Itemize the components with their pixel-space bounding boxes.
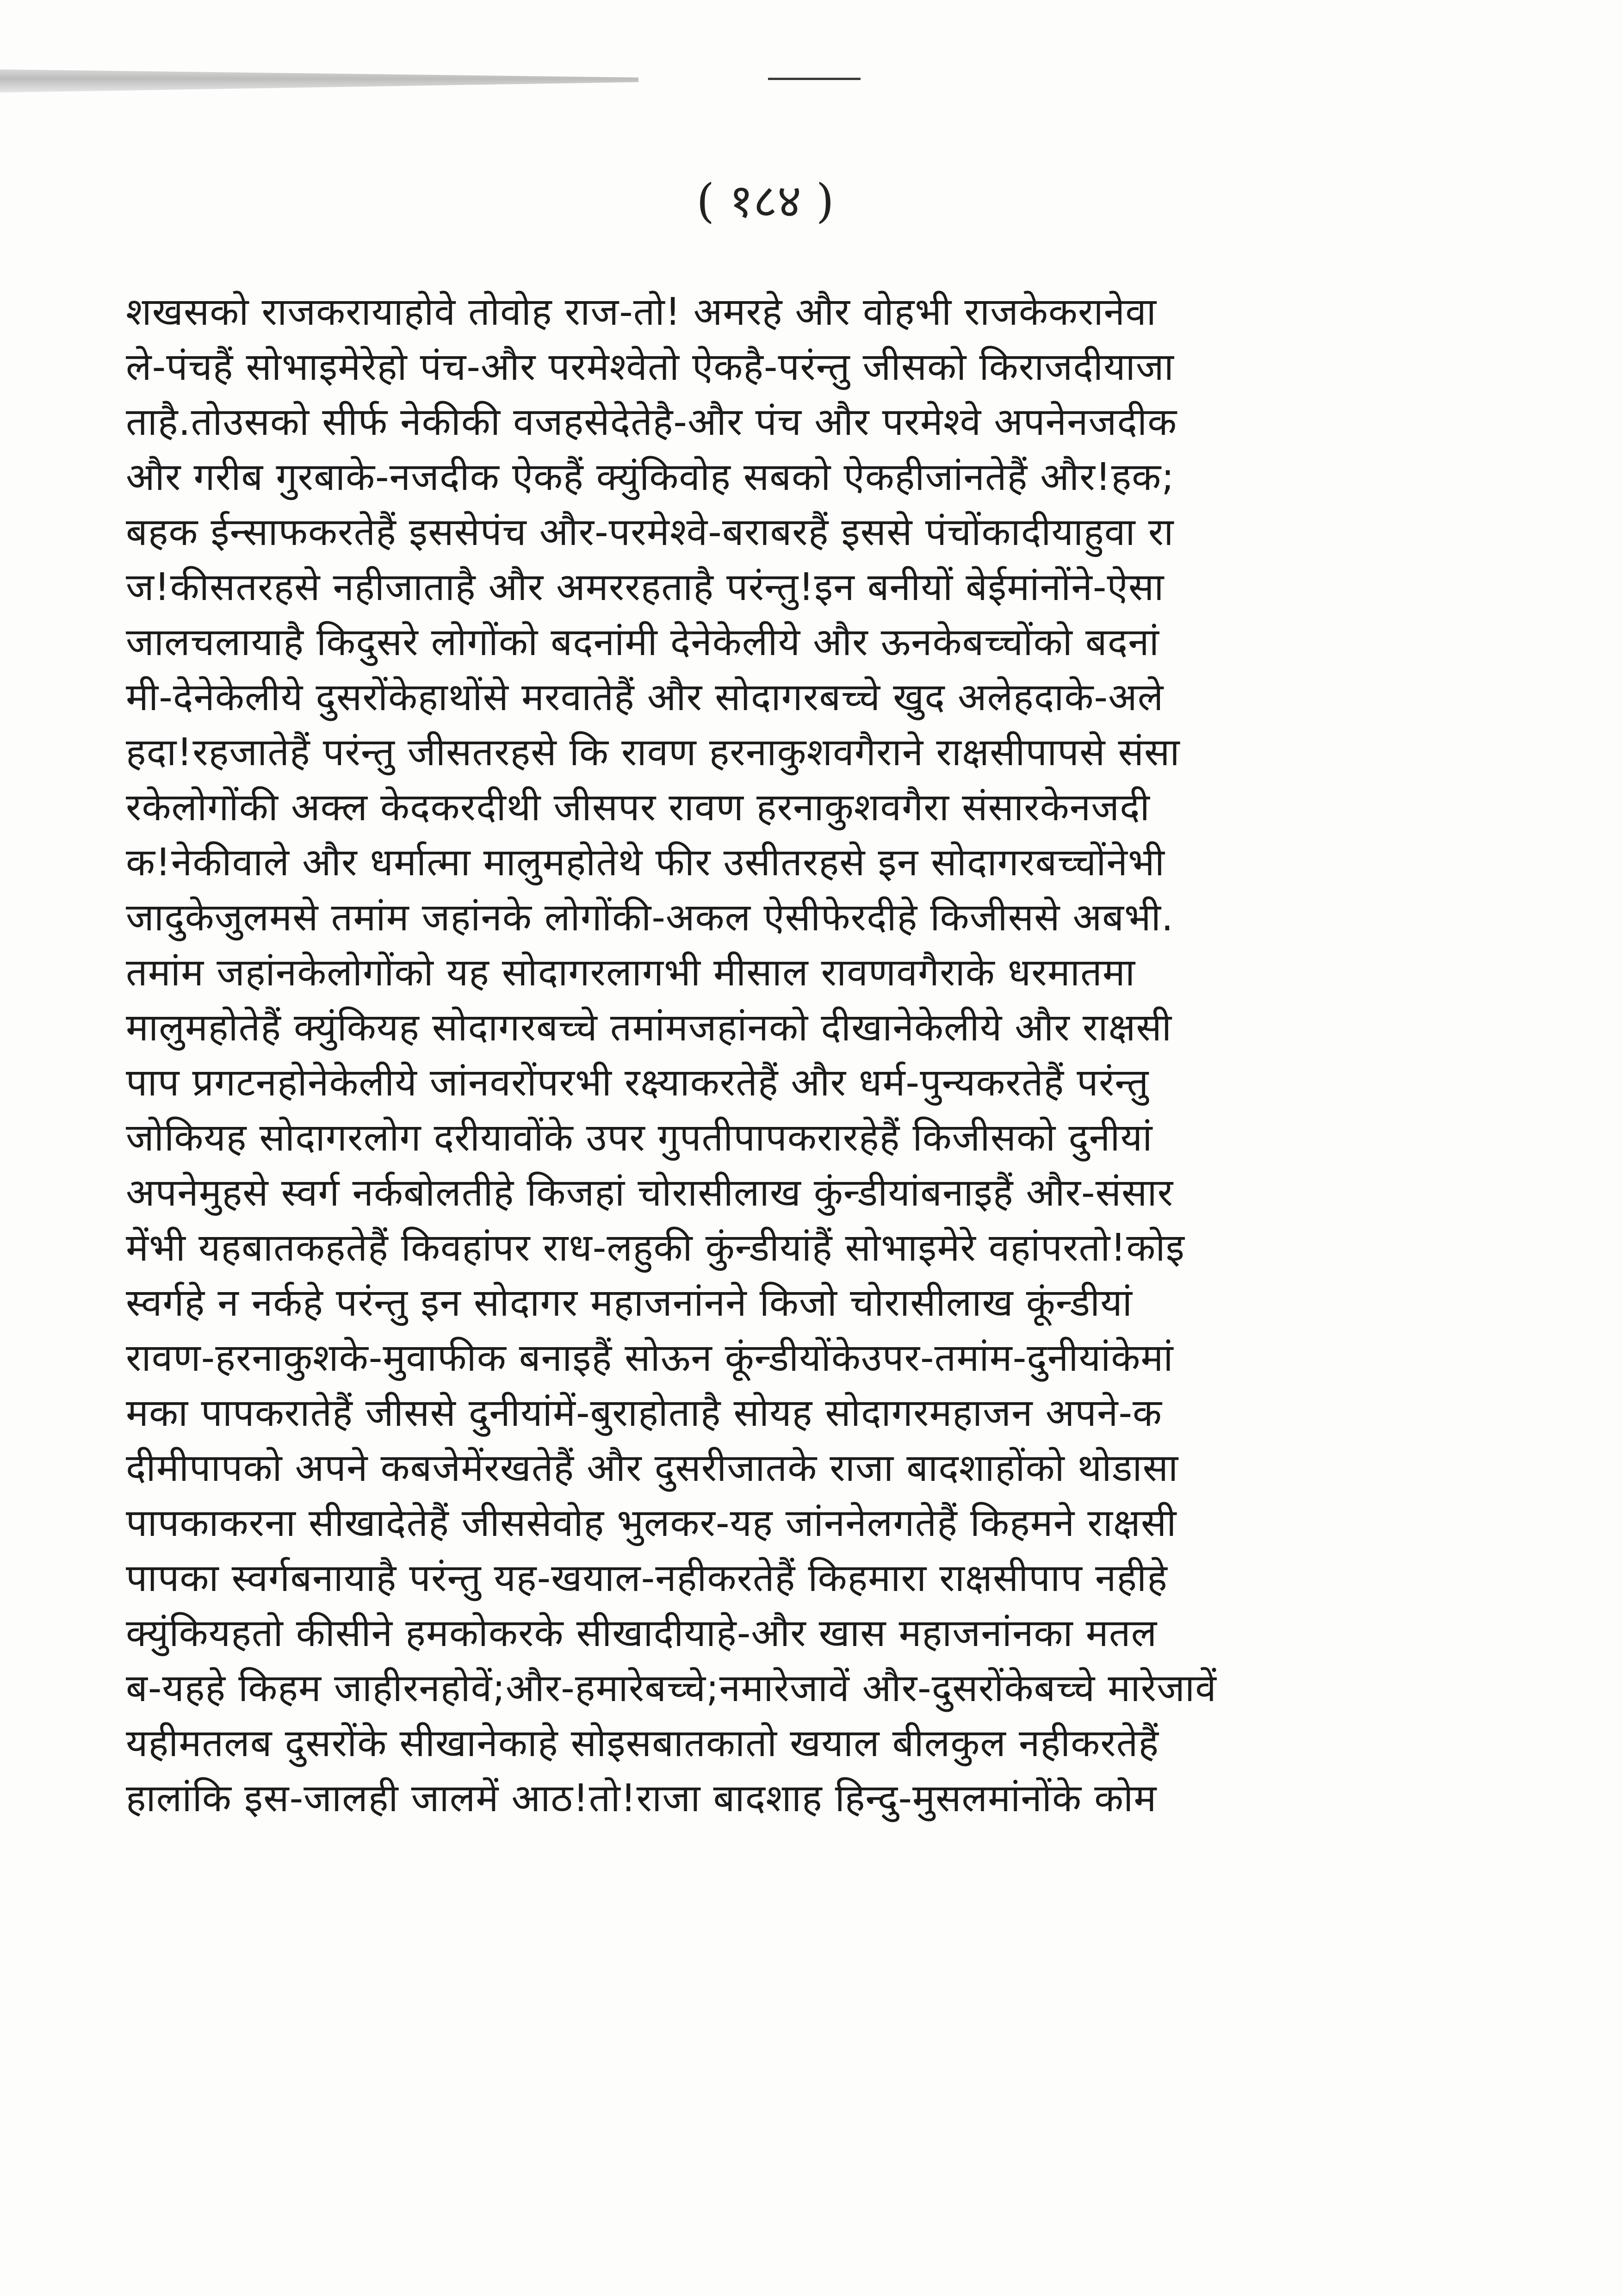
text-line: ब-यहहे किहम जाहीरनहोवें;और-हमारेबच्चे;नमारेजावें और-दुसरोंकेबच्चे मारेजावें (126, 1666, 1217, 1710)
text-line: ताहै.तोउसको सीर्फ नेकीकी वजहसेदेतेहै-और पंच और परमेश्वे अपनेनजदीक (126, 400, 1177, 444)
text-line: अपनेमुहसे स्वर्ग नर्कबोलतीहे किजहां चोरासीलाख कुंन्डीयांबनाइहैं और-संसार (126, 1171, 1174, 1215)
text-line: पाप प्रगटनहोनेकेलीये जांनवरोंपरभी रक्ष्याकरतेहैं और धर्म-पुन्यकरतेहैं परंन्तु (126, 1061, 1149, 1105)
body-text (126, 285, 1417, 1826)
text-line: मेंभी यहबातकहतेहैं किवहांपर राध-लहुकी कुंन्डीयांहैं सोभाइमेरे वहांपरतो!कोइ (126, 1226, 1185, 1270)
text-line: दीमीपापको अपने कबजेमेंरखतेहैं और दुसरीजातके राजा बादशाहोंको थोडासा (126, 1446, 1179, 1490)
text-line: मका पापकरातेहैं जीससे दुनीयांमें-बुराहोताहै सोयह सोदागरमहाजन अपने-क (126, 1391, 1163, 1435)
text-line: ले-पंचहैं सोभाइमेरेहो पंच-और परमेश्वेतो ऐकहै-परंन्तु जीसको किराजदीयाजा (126, 345, 1174, 389)
text-line: यहीमतलब दुसरोंके सीखानेकाहे सोइसबातकातो खयाल बीलकुल नहीकरतेहैं (126, 1721, 1159, 1765)
text-line: रकेलोगोंकी अक्ल केदकरदीथी जीसपर रावण हरनाकुशवगैरा संसारकेनजदी (126, 786, 1150, 829)
text-line: और गरीब गुरबाके-नजदीक ऐकहैं क्युंकिवोह सबको ऐकहीजांनतेहैं और!हक; (126, 455, 1175, 499)
text-line: जोकियह सोदागरलोग दरीयावोंके उपर गुपतीपापकरारहेहैं किजीसको दुनीयां (126, 1116, 1153, 1160)
text-line: तमांम जहांनकेलोगोंको यह सोदागरलागभी मीसाल रावणवगैराके धरमातमा (126, 951, 1136, 995)
text-line: शखसको राजकरायाहोवे तोवोह राज-तो! अमरहे और वोहभी राजकेकरानेवा (126, 290, 1157, 334)
text-line: स्वर्गहे न नर्कहे परंन्तु इन सोदागर महाजनांनने किजो चोरासीलाख कूंन्डीयां (126, 1281, 1133, 1325)
text-line: बहक ईन्साफकरतेहैं इससेपंच और-परमेश्वे-बराबरहैं इससे पंचोंकादीयाहुवा रा (126, 510, 1174, 554)
top-rule-right (768, 78, 861, 80)
text-line: मालुमहोतेहैं क्युंकियह सोदागरबच्चे तमांमजहांनको दीखानेकेलीये और राक्षसी (126, 1006, 1172, 1050)
text-line: पापका स्वर्गबनायाहै परंन्तु यह-खयाल-नहीकरतेहैं किहमारा राक्षसीपाप नहीहे (126, 1556, 1168, 1600)
text-line: रावण-हरनाकुशके-मुवाफीक बनाइहैं सोऊन कूंन्डीयोंकेउपर-तमांम-दुनीयांकेमां (126, 1336, 1174, 1380)
text-line: क!नेकीवाले और धर्मात्मा मालुमहोतेथे फीर उसीतरहसे इन सोदागरबच्चोंनेभी (126, 841, 1165, 885)
text-line: ज!कीसतरहसे नहीजाताहै और अमररहताहै परंन्तु!इन बनीयों बेईमांनोंने-ऐसा (126, 565, 1165, 609)
text-line: हदा!रहजातेहैं परंन्तु जीसतरहसे कि रावण हरनाकुशवगैराने राक्षसीपापसे संसा (126, 730, 1180, 774)
text-line: मी-देनेकेलीये दुसरोंकेहाथोंसे मरवातेहैं और सोदागरबच्चे खुद अलेहदाके-अले (126, 675, 1164, 719)
text-line: पापकाकरना सीखादेतेहैं जीससेवोह भुलकर-यह जांननेलगतेहैं किहमने राक्षसी (126, 1501, 1177, 1545)
top-rule-left (0, 69, 638, 93)
text-line: क्युंकियहतो कीसीने हमकोकरके सीखादीयाहे-और खास महाजनांनका मतल (126, 1611, 1158, 1655)
text-line: हालांकि इस-जालही जालमें आठ!तो!राजा बादशाह हिन्दु-मुसलमांनोंके कोम (126, 1776, 1157, 1820)
text-line: जादुकेजुलमसे तमांम जहांनके लोगोंकी-अकल ऐसीफेरदीहे किजीससे अबभी. (126, 896, 1174, 940)
text-line: जालचलायाहै किदुसरे लोगोंको बदनांमी देनेकेलीये और ऊनकेबच्चोंको बदनां (126, 620, 1160, 664)
page-number: ( १८४ ) (696, 174, 834, 228)
